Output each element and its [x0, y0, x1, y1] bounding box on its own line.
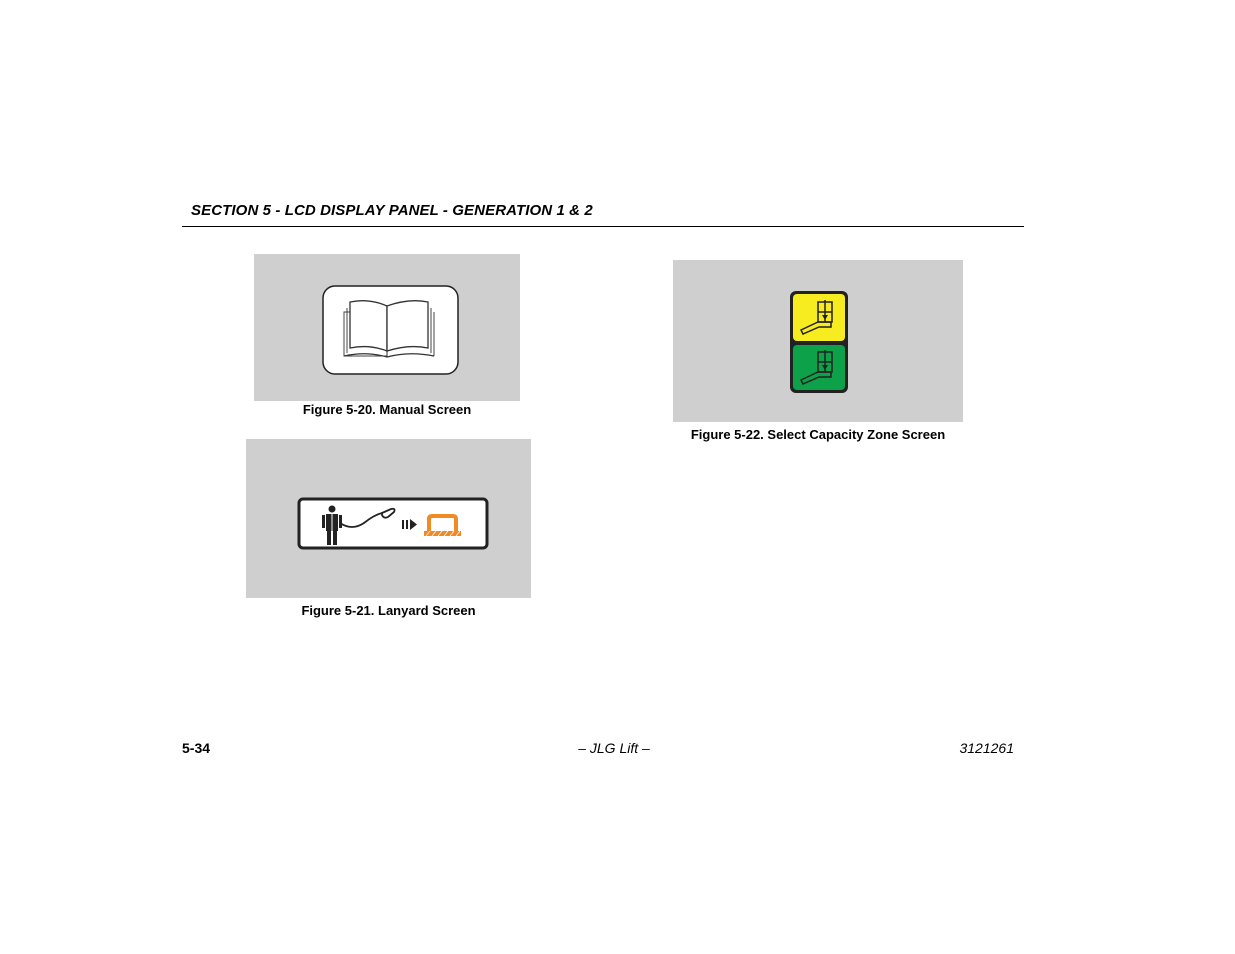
capacity-zone-icon — [673, 260, 963, 422]
document-number: 3121261 — [959, 740, 1014, 756]
lanyard-screen-figure — [246, 439, 531, 598]
page-number: 5-34 — [182, 740, 211, 756]
manual-screen-caption: Figure 5-20. Manual Screen — [302, 402, 472, 417]
header-rule — [182, 226, 1024, 227]
capacity-zone-screen-figure — [673, 260, 963, 422]
capacity-zone-screen-caption: Figure 5-22. Select Capacity Zone Screen — [690, 427, 946, 442]
lanyard-attach-icon — [246, 439, 531, 598]
footer-publisher: – JLG Lift – — [578, 740, 650, 756]
manual-screen-figure — [254, 254, 520, 401]
lanyard-screen-caption: Figure 5-21. Lanyard Screen — [301, 603, 476, 618]
open-book-icon — [254, 254, 520, 401]
section-header: SECTION 5 - LCD DISPLAY PANEL - GENERATION 1 & 2 — [191, 202, 593, 219]
